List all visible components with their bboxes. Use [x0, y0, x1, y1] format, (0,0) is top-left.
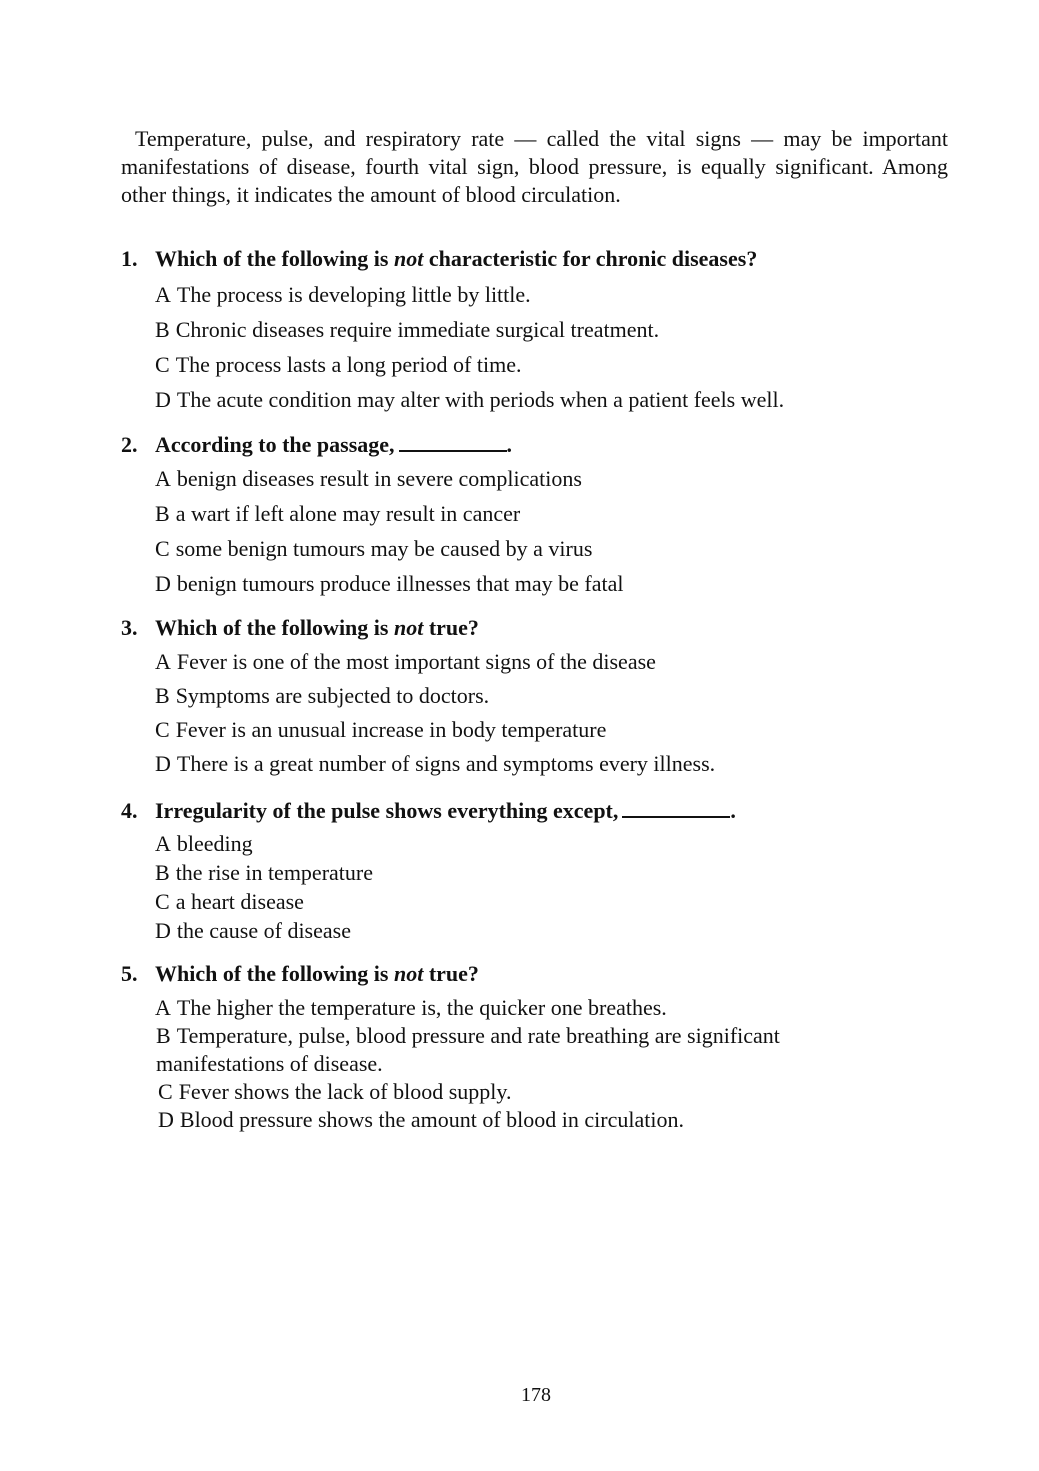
option-text: Fever is an unusual increase in body temperature	[175, 717, 607, 742]
option-d	[155, 917, 951, 945]
option-text: Fever shows the lack of blood supply.	[178, 1079, 512, 1104]
stem-text-end: .	[730, 798, 736, 823]
option-text: Temperature, pulse, blood pressure and rate breathing are significant manifestations of disease.	[156, 1023, 780, 1076]
question-stem	[121, 796, 951, 824]
question-number: 2.	[121, 432, 138, 457]
question-2	[121, 430, 951, 598]
intro-paragraph: Temperature, pulse, and respiratory rate — called the vital signs — may be important manifestations of disease, fourth vital sign, blood pressure, is equally significant. Among other things, it indicates the amount of blood circulation.	[121, 126, 948, 207]
option-text: The process lasts a long period of time.	[175, 352, 522, 377]
stem-text: According to the passage,	[155, 432, 395, 457]
option-letter: D	[155, 918, 171, 943]
stem-emphasis: not	[393, 246, 424, 271]
option-letter: C	[155, 536, 170, 561]
stem-text: Which of the following is	[155, 961, 394, 986]
option-letter: C	[155, 889, 170, 914]
option-letter: D	[155, 387, 171, 412]
question-3	[121, 614, 951, 778]
option-text: the rise in temperature	[175, 860, 373, 885]
option-letter: B	[155, 317, 170, 342]
option-text: The higher the temperature is, the quicker one breathes.	[176, 995, 667, 1020]
option-letter: B	[156, 1023, 171, 1048]
question-number: 4.	[121, 798, 138, 823]
option-text: Chronic diseases require immediate surgical treatment.	[175, 317, 660, 342]
option-d	[155, 386, 951, 414]
option-c	[155, 716, 951, 744]
stem-text: Which of the following is	[155, 615, 394, 640]
option-letter: D	[158, 1107, 174, 1132]
stem-text-end: true?	[423, 615, 479, 640]
option-text: benign tumours produce illnesses that may be fatal	[176, 571, 624, 596]
option-a	[155, 465, 951, 493]
option-letter: A	[155, 282, 171, 307]
option-letter: C	[155, 717, 170, 742]
question-stem	[121, 960, 951, 988]
question-number: 1.	[121, 246, 138, 271]
stem-text: Irregularity of the pulse shows everything except,	[155, 798, 619, 823]
stem-text-end: .	[506, 432, 513, 457]
option-d	[158, 1106, 951, 1134]
option-c	[155, 888, 951, 916]
option-text: Blood pressure shows the amount of blood in circulation.	[179, 1107, 684, 1132]
option-c	[158, 1078, 951, 1106]
option-letter: A	[155, 649, 171, 674]
option-letter: C	[158, 1079, 173, 1104]
option-text: benign diseases result in severe complications	[176, 466, 582, 491]
question-stem	[121, 245, 951, 273]
option-letter: D	[155, 571, 171, 596]
option-d	[155, 570, 951, 598]
option-letter: C	[155, 352, 170, 377]
option-text: The acute condition may alter with periods when a patient feels well.	[176, 387, 785, 412]
option-letter: A	[155, 995, 171, 1020]
question-number: 3.	[121, 615, 138, 640]
answer-blank	[399, 430, 507, 452]
stem-emphasis: not	[393, 961, 424, 986]
option-a	[155, 994, 951, 1022]
option-c	[155, 351, 951, 379]
option-text: the cause of disease	[176, 918, 351, 943]
option-text: The process is developing little by little.	[176, 282, 531, 307]
option-a	[155, 830, 951, 858]
stem-emphasis: not	[393, 615, 424, 640]
question-4	[121, 796, 951, 945]
option-b	[155, 859, 951, 887]
option-a	[155, 281, 951, 309]
page-number: 178	[521, 1384, 551, 1406]
option-letter: D	[155, 751, 171, 776]
question-stem	[121, 614, 951, 642]
option-c	[155, 535, 951, 563]
option-letter: B	[155, 501, 170, 526]
option-a	[155, 648, 951, 676]
option-letter: B	[155, 683, 170, 708]
option-text: Fever is one of the most important signs of the disease	[176, 649, 656, 674]
option-text: Symptoms are subjected to doctors.	[175, 683, 490, 708]
option-b	[156, 1022, 896, 1078]
question-stem	[121, 430, 951, 458]
stem-text: Which of the following is	[155, 246, 394, 271]
option-text: There is a great number of signs and symptoms every illness.	[176, 751, 716, 776]
stem-text-end: characteristic for chronic diseases?	[423, 246, 758, 271]
option-text: a wart if left alone may result in cancer	[175, 501, 521, 526]
option-b	[155, 316, 951, 344]
option-b	[155, 500, 951, 528]
option-d	[155, 750, 951, 778]
option-text: a heart disease	[175, 889, 304, 914]
option-b	[155, 682, 951, 710]
option-text: bleeding	[176, 831, 253, 856]
question-1	[121, 245, 951, 414]
option-letter: B	[155, 860, 170, 885]
option-text: some benign tumours may be caused by a virus	[175, 536, 593, 561]
question-number: 5.	[121, 961, 138, 986]
option-letter: A	[155, 466, 171, 491]
question-5	[121, 960, 951, 1134]
answer-blank	[622, 796, 730, 818]
stem-text-end: true?	[423, 961, 479, 986]
option-letter: A	[155, 831, 171, 856]
